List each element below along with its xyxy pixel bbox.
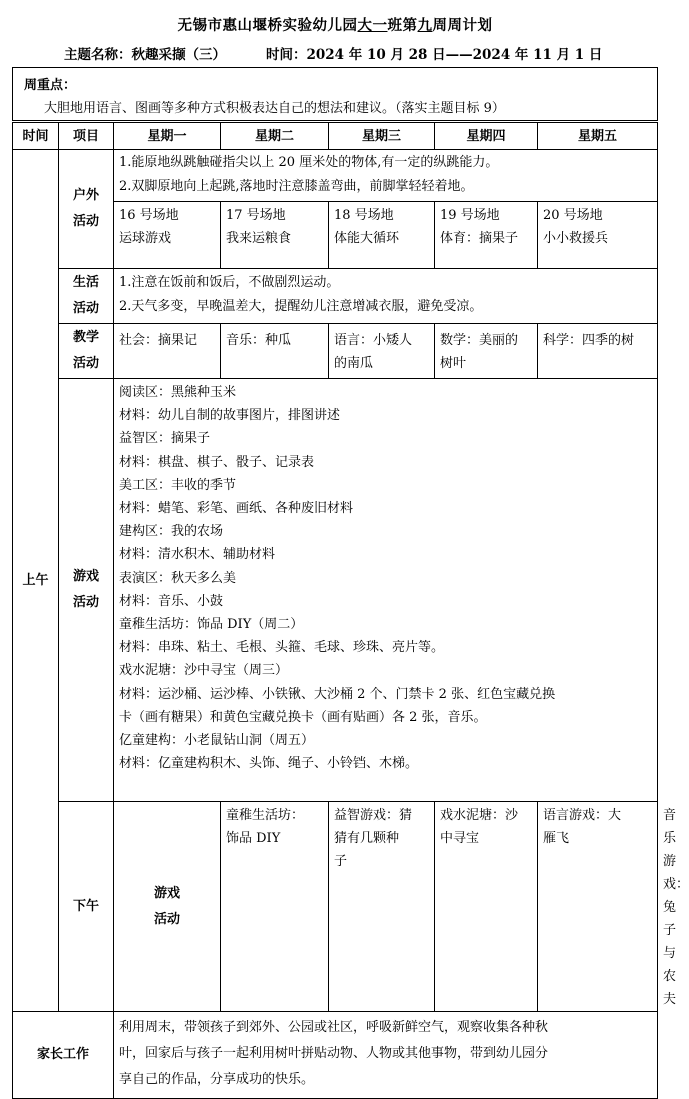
games-line: 戏水泥塘：沙中寻宝（周三）	[119, 663, 289, 679]
teaching-row	[13, 324, 658, 379]
parents-content: 利用周末，带领孩子到郊外、公园或社区，呼吸新鲜空气，观察收集各种秋 叶，回家后与孩子一起利用树叶拼贴动物、人物或其他事物，带到幼儿园分 享自己的作品，分享成功的快乐。	[114, 1012, 658, 1099]
games-line: 亿童建构：小老鼠钻山洞（周五）	[119, 733, 315, 749]
afternoon-wednesday: 戏水泥塘：沙 中寻宝	[435, 802, 538, 1012]
focus-label: 周重点：	[24, 78, 77, 93]
afternoon-row: 下午 游戏 活动 童稚生活坊： 饰品 DIY 益智游戏：猜 猜有几颗种 子 戏水泥塘：沙 中寻宝 语言游戏：大 雁飞 音乐游戏：兔子 与农夫	[13, 802, 658, 1012]
games-line: 材料：棋盘、棋子、骰子、记录表	[119, 454, 315, 470]
header-row	[13, 122, 658, 150]
afternoon-games-label: 游戏 活动	[114, 802, 221, 1012]
outdoor-tuesday: 17 号场地 我来运粮食	[221, 202, 329, 269]
outdoor-wednesday: 18 号场地 体能大循环	[329, 202, 435, 269]
teaching-wednesday: 语言：小矮人 的南瓜	[329, 324, 435, 379]
games-line: 材料：亿童建构积木、头饰、绳子、小铃铛、木梯。	[119, 756, 419, 772]
outdoor-label: 户外 活动	[59, 150, 114, 269]
games-line: 材料：音乐、小鼓	[119, 593, 224, 609]
col-header-monday: 星期一	[114, 122, 221, 150]
games-content	[114, 379, 658, 802]
games-row	[13, 379, 658, 802]
games-line: 建构区：我的农场	[119, 524, 224, 540]
life-row	[13, 269, 658, 324]
afternoon-tuesday: 益智游戏：猜 猜有几颗种 子	[329, 802, 435, 1012]
col-header-item: 项目	[59, 122, 114, 150]
games-line: 阅读区：黑熊种玉米	[119, 385, 237, 400]
games-line: 材料：蜡笔、彩笔、画纸、各种废旧材料	[119, 501, 354, 517]
outdoor-monday: 16 号场地 运球游戏	[114, 202, 221, 269]
plan-subtitle	[64, 43, 602, 63]
games-line: 卡（画有糖果）和黄色宝藏兑换卡（画有贴画）各 2 张，音乐。	[119, 709, 487, 725]
teaching-friday: 科学：四季的树	[538, 324, 658, 379]
col-header-thursday: 星期四	[435, 122, 538, 150]
afternoon-monday: 童稚生活坊： 饰品 DIY	[221, 802, 329, 1012]
games-line: 材料：清水积木、辅助材料	[119, 547, 276, 563]
morning-label: 上午	[13, 150, 59, 1012]
outdoor-goals: 1.能原地纵跳触碰指尖以上 20 厘米处的物体,有一定的纵跳能力。 2.双脚原地向上起跳,落地时注意膝盖弯曲，前脚掌轻轻着地。	[114, 150, 658, 202]
parents-row	[13, 1012, 658, 1099]
plan-time-range: 时间：2024 年 10 月 28 日——2024 年 11 月 1 日	[266, 47, 603, 63]
plan-title: 无锡市惠山堰桥实验幼儿园大一班第九周周计划	[177, 17, 493, 34]
games-line: 表演区：秋天多么美	[119, 570, 237, 586]
teaching-monday: 社会：摘果记	[114, 324, 221, 379]
col-header-tuesday: 星期二	[221, 122, 329, 150]
afternoon-label: 下午	[59, 802, 114, 1012]
theme-name: 主题名称：秋趣采撷（三）	[64, 47, 226, 63]
teaching-tuesday: 音乐：种瓜	[221, 324, 329, 379]
outdoor-goals-row	[13, 150, 658, 202]
games-line: 童稚生活坊：饰品 DIY（周二）	[119, 617, 304, 633]
games-line: 美工区：丰收的季节	[119, 477, 237, 493]
games-label: 游戏 活动	[59, 379, 114, 802]
afternoon-thursday: 语言游戏：大 雁飞	[538, 802, 658, 1012]
games-line: 材料：串珠、粘土、毛根、头箍、毛球、珍珠、亮片等。	[119, 640, 445, 656]
weekly-plan-table	[12, 67, 689, 1099]
life-content: 1.注意在饭前和饭后，不做剧烈运动。 2.天气多变，早晚温差大，提醒幼儿注意增减衣服，避免受凉。	[114, 269, 658, 324]
focus-row	[13, 68, 658, 122]
teaching-thursday: 数学：美丽的 树叶	[435, 324, 538, 379]
teaching-label: 教学 活动	[59, 324, 114, 379]
games-line: 材料：运沙桶、运沙棒、小铁锹、大沙桶 2 个、门禁卡 2 张、红色宝藏兑换	[119, 686, 556, 702]
games-line: 材料：幼儿自制的故事图片，排图讲述	[119, 408, 341, 424]
col-header-friday: 星期五	[538, 122, 658, 150]
col-header-wednesday: 星期三	[329, 122, 435, 150]
games-line: 益智区：摘果子	[119, 431, 211, 447]
col-header-time: 时间	[13, 122, 59, 150]
life-label: 生活 活动	[59, 269, 114, 324]
outdoor-friday: 20 号场地 小小救援兵	[538, 202, 658, 269]
focus-text: 大胆地用语言、图画等多种方式积极表达自己的想法和建议。（落实主题目标 9）	[44, 101, 505, 116]
outdoor-thursday: 19 号场地 体育：摘果子	[435, 202, 538, 269]
parents-label: 家长工作	[13, 1012, 114, 1099]
